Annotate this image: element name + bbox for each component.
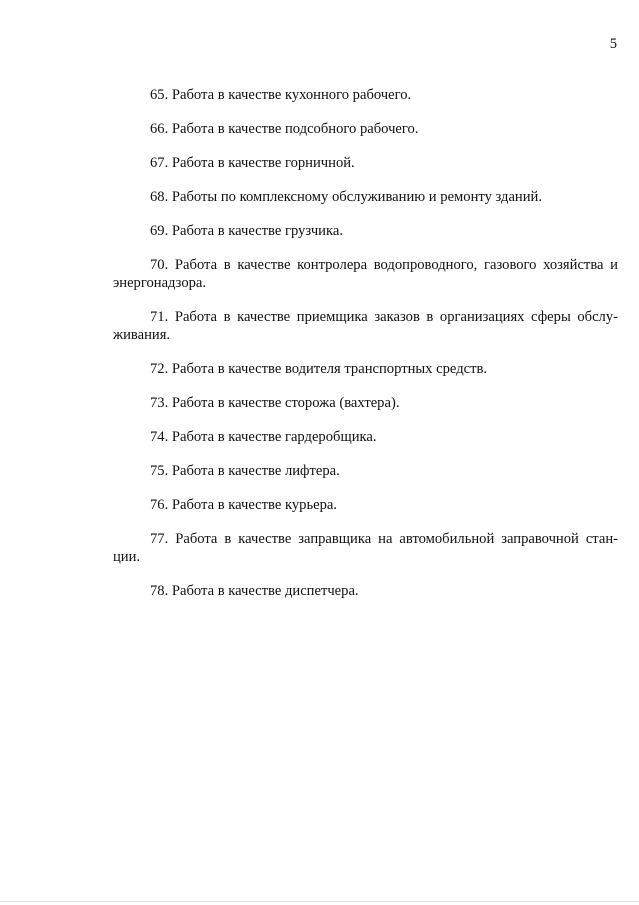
list-item: 74. Работа в качестве гардеробщика. — [150, 429, 377, 445]
list-item: 71. Работа в качестве приемщика заказов в организациях сферы обслу-живания. — [113, 309, 618, 343]
list-item: 75. Работа в качестве лифтера. — [150, 463, 340, 479]
list-item: 70. Работа в качестве контролера водопроводного, газового хозяйства и энергонадзора. — [113, 257, 618, 291]
list-item: 73. Работа в качестве сторожа (вахтера). — [150, 395, 400, 411]
list-item: 78. Работа в качестве диспетчера. — [150, 583, 359, 599]
scan-edge-divider — [0, 901, 639, 902]
list-item: 72. Работа в качестве водителя транспортных средств. — [150, 361, 488, 377]
list-item: 77. Работа в качестве заправщика на автомобильной заправочной стан-ции. — [113, 531, 618, 565]
list-item: 67. Работа в качестве горничной. — [150, 155, 355, 171]
list-item: 68. Работы по комплексному обслуживанию и ремонту зданий. — [150, 189, 542, 205]
list-item: 76. Работа в качестве курьера. — [150, 497, 337, 513]
job-list — [113, 86, 618, 616]
list-item: 69. Работа в качестве грузчика. — [150, 223, 343, 239]
page-number: 5 — [609, 36, 617, 52]
list-item: 66. Работа в качестве подсобного рабочего. — [150, 121, 419, 137]
list-item: 65. Работа в качестве кухонного рабочего. — [150, 87, 412, 103]
